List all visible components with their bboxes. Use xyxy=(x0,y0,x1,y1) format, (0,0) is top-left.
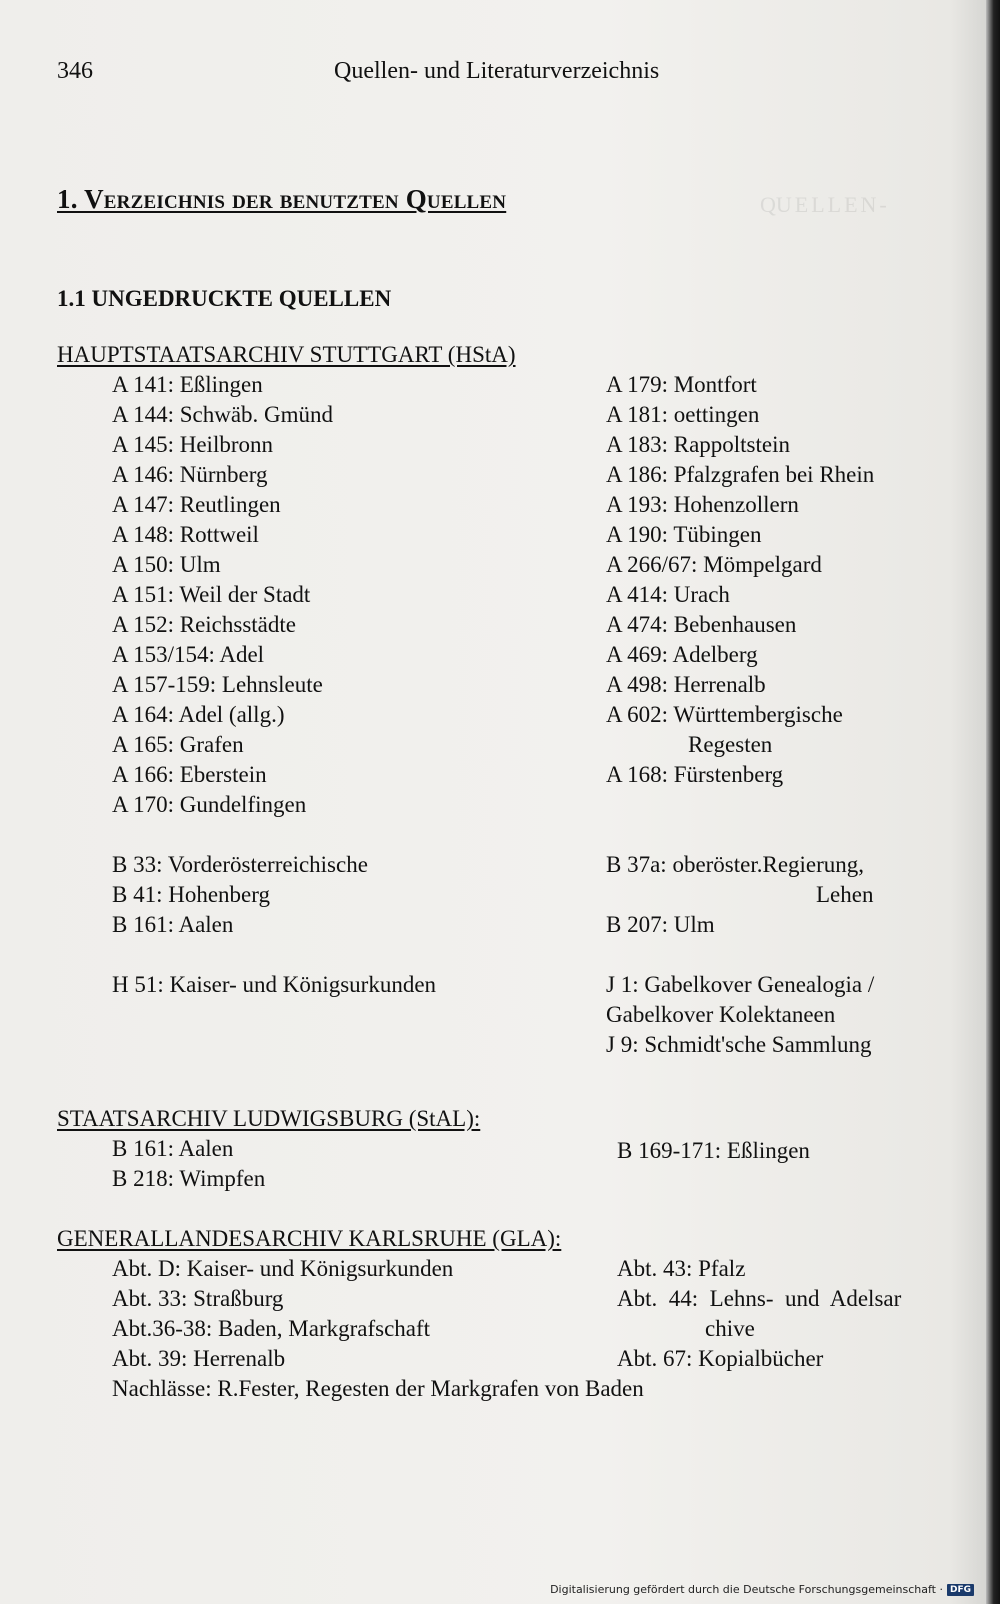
list-item: Abt. 43: Pfalz xyxy=(617,1256,746,1281)
list-item: A 164: Adel (allg.) xyxy=(112,702,285,727)
list-item: Abt. 33: Straßburg xyxy=(112,1286,284,1311)
list-item: A 266/67: Mömpelgard xyxy=(606,552,822,577)
gla-right-column xyxy=(617,1254,901,1374)
list-item: A 183: Rappoltstein xyxy=(606,432,790,457)
list-item: A 190: Tübingen xyxy=(606,522,762,547)
list-item: A 193: Hohenzollern xyxy=(606,492,799,517)
list-item: B 161: Aalen xyxy=(112,912,234,937)
list-item: A 498: Herrenalb xyxy=(606,672,766,697)
list-item: A 148: Rottweil xyxy=(112,522,259,547)
list-item: B 218: Wimpfen xyxy=(112,1166,266,1191)
list-item: B 169-171: Eßlingen xyxy=(617,1138,810,1163)
footer-text: Digitalisierung gefördert durch die Deutsche Forschungsgemeinschaft · xyxy=(550,1583,943,1596)
list-item-continuation: Lehen xyxy=(816,882,874,907)
hsta-right-column xyxy=(606,370,874,1060)
list-item: H 51: Kaiser- und Königsurkunden xyxy=(112,972,437,997)
stal-right-column xyxy=(617,1136,810,1166)
list-item: A 145: Heilbronn xyxy=(112,432,273,457)
archive-heading-gla: GENERALLANDESARCHIV KARLSRUHE (GLA): xyxy=(57,1226,562,1251)
subsection-heading: 1.1 UNGEDRUCKTE QUELLEN xyxy=(57,286,392,311)
list-item: A 144: Schwäb. Gmünd xyxy=(112,402,334,427)
list-item: A 150: Ulm xyxy=(112,552,221,577)
list-item: A 181: oettingen xyxy=(606,402,760,427)
dfg-logo-icon: DFG xyxy=(947,1584,974,1596)
page-edge-shadow xyxy=(986,0,1000,1604)
list-item: A 151: Weil der Stadt xyxy=(112,582,311,607)
list-item: A 152: Reichsstädte xyxy=(112,612,296,637)
bleed-through-text: QUELLEN- xyxy=(760,192,890,217)
list-item: A 146: Nürnberg xyxy=(112,462,268,487)
list-item: A 168: Fürstenberg xyxy=(606,762,784,787)
list-item: J 9: Schmidt'sche Sammlung xyxy=(606,1032,872,1057)
list-item: A 602: Württembergische xyxy=(606,702,843,727)
list-item: A 414: Urach xyxy=(606,582,730,607)
list-item: Gabelkover Kolektaneen xyxy=(606,1002,836,1027)
list-item: Abt. 39: Herrenalb xyxy=(112,1346,286,1371)
list-item: B 41: Hohenberg xyxy=(112,882,271,907)
list-item: B 37a: oberöster.Regierung, xyxy=(606,852,865,877)
list-item: A 469: Adelberg xyxy=(606,642,758,667)
list-item: B 207: Ulm xyxy=(606,912,715,937)
page-number: 346 xyxy=(57,58,93,84)
list-item: B 161: Aalen xyxy=(112,1136,234,1161)
list-item: A 141: Eßlingen xyxy=(112,372,263,397)
list-item: B 33: Vorderösterreichische xyxy=(112,852,368,877)
list-item: Abt. 67: Kopialbücher xyxy=(617,1346,824,1371)
list-item: Abt.36-38: Baden, Markgrafschaft xyxy=(112,1316,431,1341)
list-item: A 147: Reutlingen xyxy=(112,492,281,517)
list-item: A 157-159: Lehnsleute xyxy=(112,672,323,697)
list-item-continuation: Regesten xyxy=(688,732,773,757)
list-item: A 153/154: Adel xyxy=(112,642,265,667)
section-heading: 1. Verzeichnis der benutzten Quellen xyxy=(57,184,507,214)
gla-left-column xyxy=(112,1254,644,1404)
list-item: J 1: Gabelkover Genealogia / xyxy=(606,972,875,997)
hsta-left-column xyxy=(112,370,436,1000)
digitization-footer xyxy=(550,1583,974,1596)
list-item: A 165: Grafen xyxy=(112,732,244,757)
list-item: A 170: Gundelfingen xyxy=(112,792,307,817)
running-title: Quellen- und Literaturverzeichnis xyxy=(334,58,660,84)
list-item: A 166: Eberstein xyxy=(112,762,267,787)
archive-heading-hsta: HAUPTSTAATSARCHIV STUTTGART (HStA) xyxy=(57,342,516,367)
archive-heading-stal: STAATSARCHIV LUDWIGSBURG (StAL): xyxy=(57,1106,481,1131)
list-item: A 186: Pfalzgrafen bei Rhein xyxy=(606,462,875,487)
stal-left-column xyxy=(112,1134,265,1194)
list-item: Abt. 44: Lehns- und Adelsar xyxy=(617,1286,902,1311)
list-item: Abt. D: Kaiser- und Königsurkunden xyxy=(112,1256,454,1281)
nachlass-item: Nachlässe: R.Fester, Regesten der Markgrafen von Baden xyxy=(112,1376,644,1401)
list-item-continuation: chive xyxy=(705,1316,755,1341)
list-item: A 179: Montfort xyxy=(606,372,757,397)
list-item: A 474: Bebenhausen xyxy=(606,612,797,637)
